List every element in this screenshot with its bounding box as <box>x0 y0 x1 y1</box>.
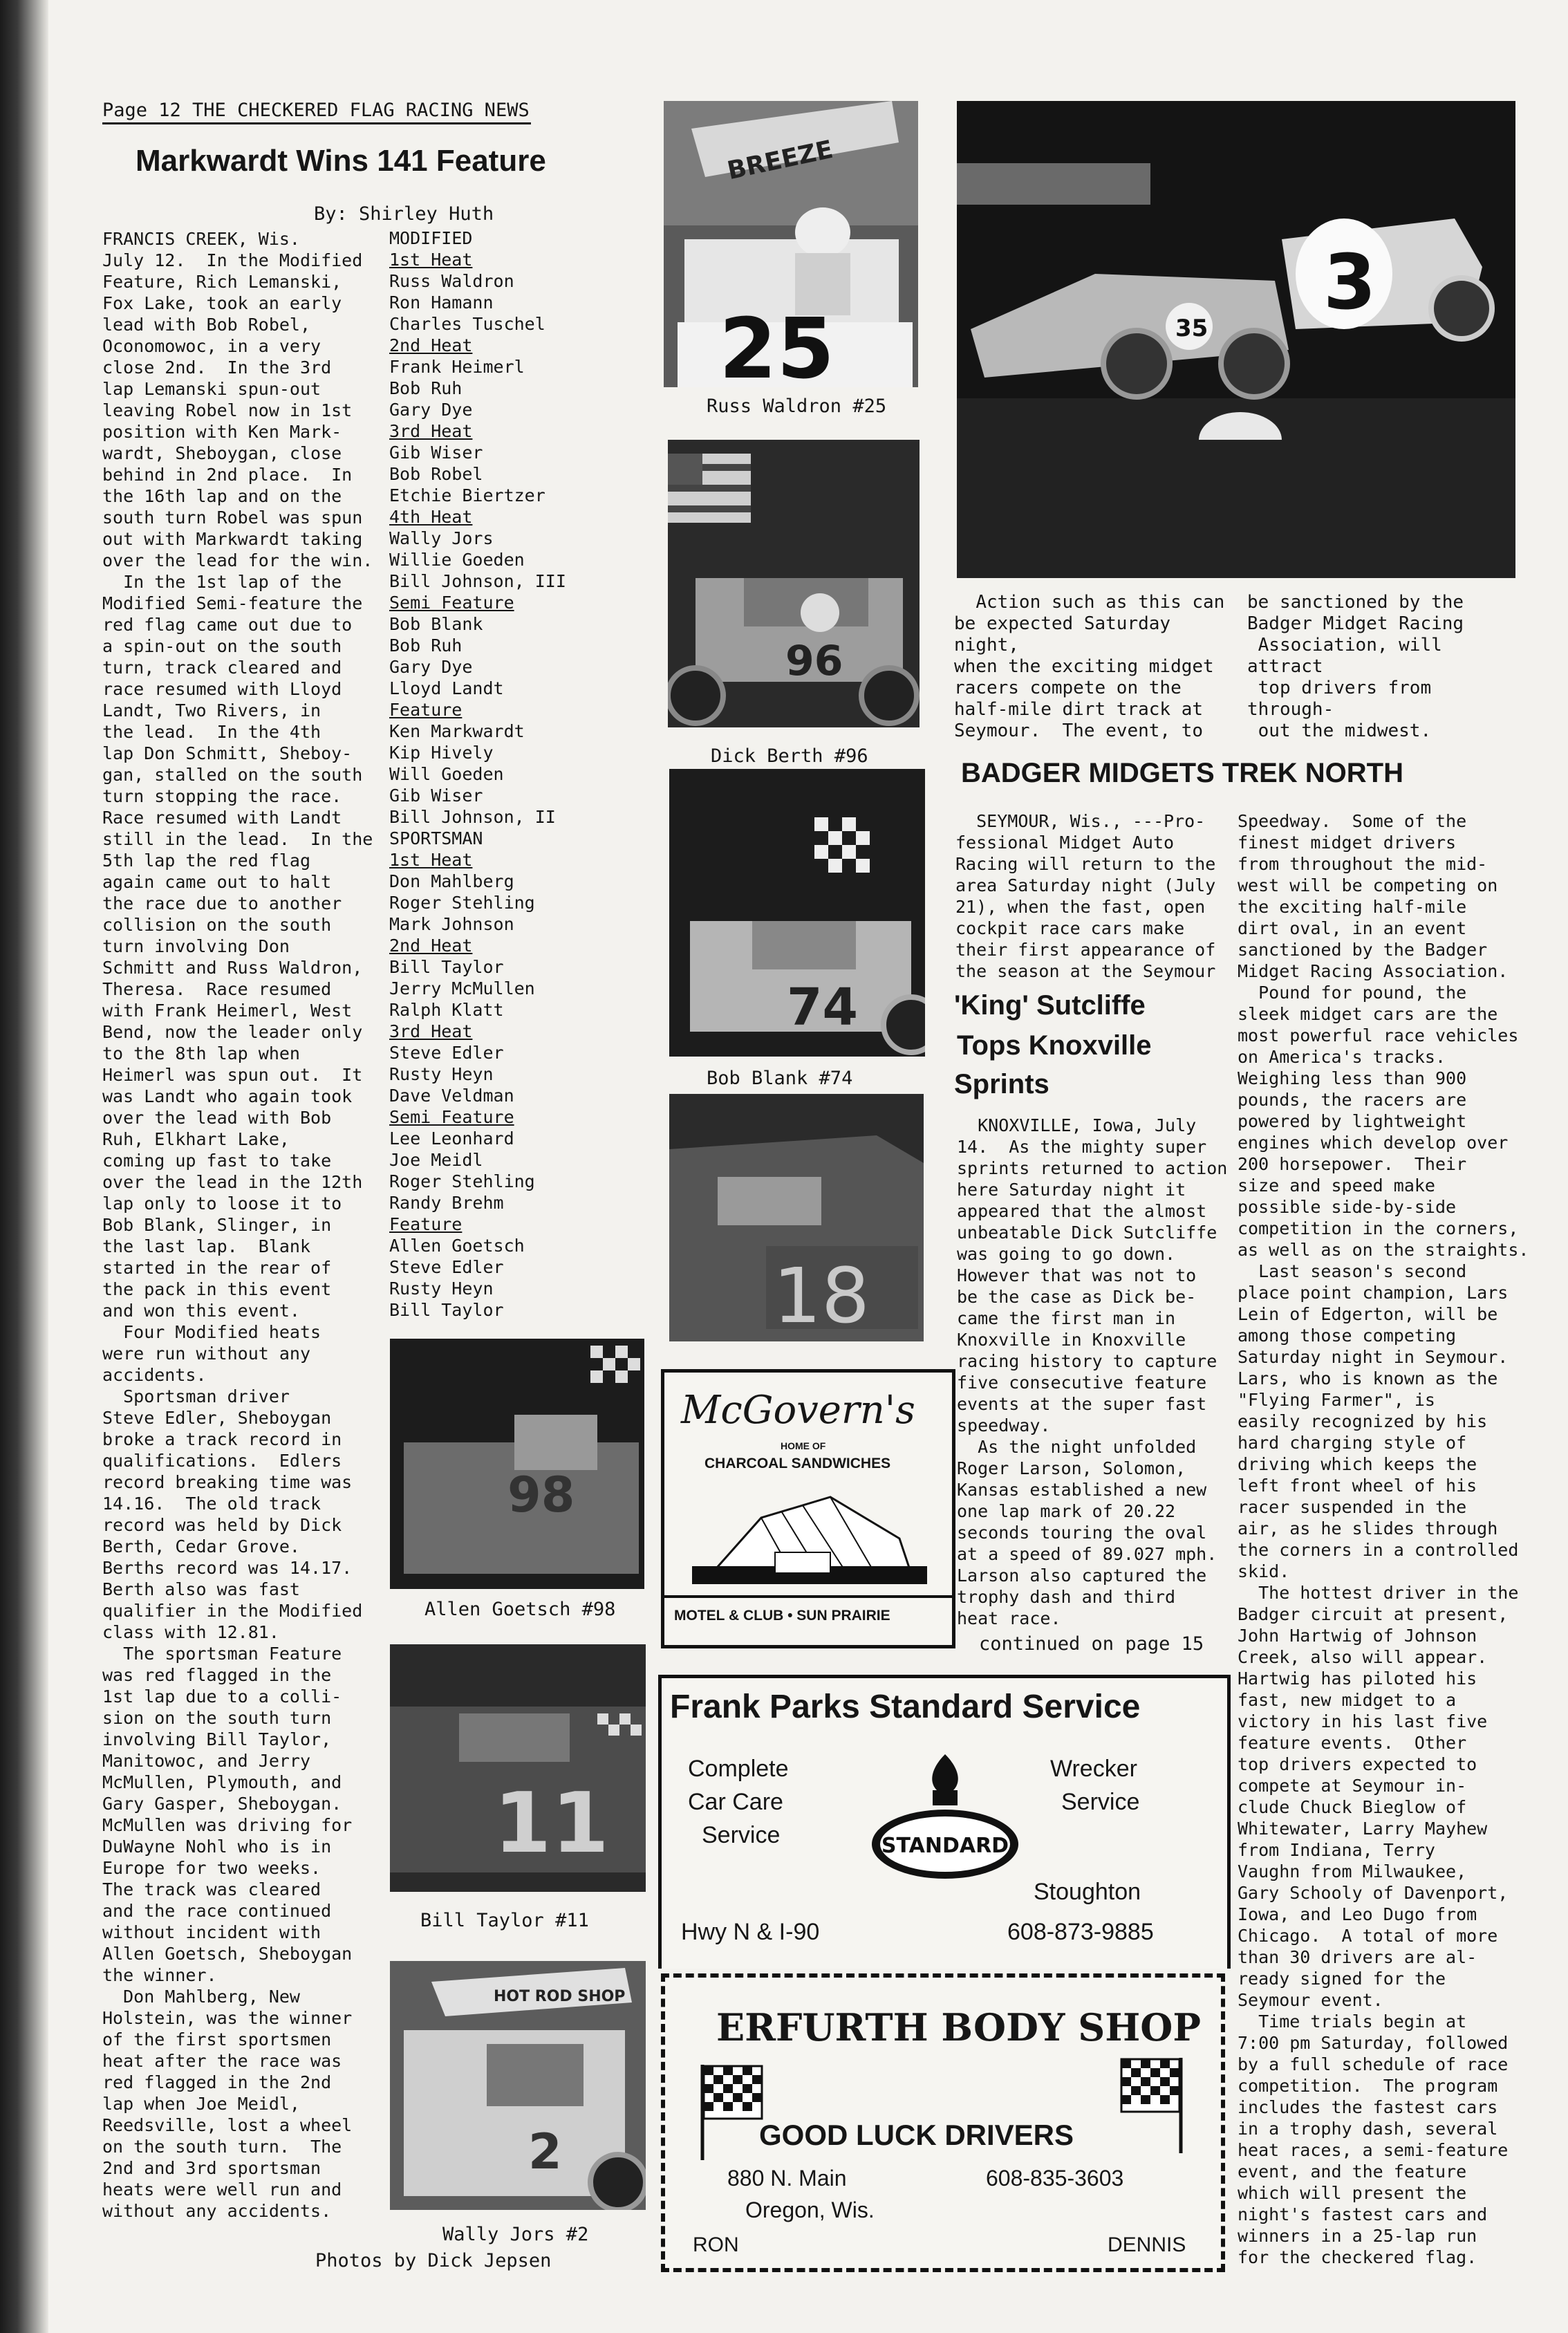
ad-erfurth-title: ERFURTH BODY SHOP <box>716 2005 1201 2049</box>
caption-bob-blank: Bob Blank #74 <box>707 1068 853 1089</box>
photo-russ-waldron <box>664 101 918 387</box>
ad-parks-title: Frank Parks Standard Service <box>670 1689 1141 1725</box>
result-line: SPORTSMAN <box>389 828 483 848</box>
result-line: MODIFIED <box>389 228 473 248</box>
photo-wally-sign: HOT ROD SHOP <box>494 1988 626 2005</box>
ad-erfurth-name1: RON <box>693 2233 739 2256</box>
result-line: Bob Robel <box>389 464 483 484</box>
result-line: Rusty Heyn <box>389 1064 494 1084</box>
result-line: Joe Meidl <box>389 1150 483 1170</box>
photo-russ-sign: BREEZE <box>725 135 836 186</box>
standard-logo-text: STANDARD <box>881 1834 1009 1858</box>
ad-erfurth-addr1: 880 N. Main <box>727 2166 847 2191</box>
result-line: Bill Taylor <box>389 957 504 977</box>
result-line: Roger Stehling <box>389 893 535 913</box>
photo-dick-number: 96 <box>785 637 843 685</box>
ad-erfurth-slogan: GOOD LUCK DRIVERS <box>759 2119 1074 2151</box>
result-line: Steve Edler <box>389 1043 504 1063</box>
article-body-badger-col2: Speedway. Some of the finest midget drivers from throughout the mid- west will be competing on the exciting half-mile dirt oval, in an event sanctioned by the Badger Midget Racing Association. Pound for pound, the sleek midget cars are the most powerful race vehicles on America's tracks. Weighing less than 900 pounds, the racers are powered by lightweight engines which develop over 200 horsepower. Their size and speed make possible side-by-side competition in the corners, as well as on the straights. Last season's second place point champion, Lars Lein of Edgerton, will be among those competing Saturday night in Seymour. Lars, who is known as the "Flying Farmer", is easily recognized by his hard charging style of driving which keeps the left front wheel of his racer suspended in the air, as he slides through the corners in a controlled skid. The hottest driver in the Badger circuit at present, John Hartwig of Johnson Creek, also will appear. Hartwig has piloted his fast, new midget to a victory in his last five feature events. Other top drivers expected to compete at Seymour in- clude Chuck Bieglow of Whitewater, Larry Mayhew from Indiana, Terry Vaughn from Milwaukee, Gary Schooly of Davenport, Iowa, and Leo Dugo from Chicago. A total of more than 30 drivers are al- ready signed for the Seymour event. Time trials begin at 7:00 pm Saturday, followed by a full schedule of race competition. The program includes the fastest cars in a trophy dash, several heat races, a semi-feature event, and the feature which will present the night's fastest cars and winners in a 25-lap run for the checkered flag. <box>1238 811 1529 2267</box>
result-line: Charles Tuschel <box>389 314 545 334</box>
article-title-sutcliffe-1: 'King' Sutcliffe <box>954 990 1146 1021</box>
checkered-flag-left-icon <box>693 2058 769 2162</box>
ad-parks-left3: Service <box>702 1822 781 1848</box>
photo-bob-number: 74 <box>787 978 858 1037</box>
result-line: Bob Ruh <box>389 378 463 398</box>
photo-car-18-number: 18 <box>773 1252 870 1340</box>
ad-mcgoverns-motel-drawing <box>692 1483 927 1587</box>
result-line: Ralph Klatt <box>389 1000 504 1020</box>
result-line: Semi Feature <box>389 1107 514 1127</box>
result-line: Wally Jors <box>389 528 494 548</box>
ad-mcgoverns-homeof: HOME OF <box>781 1440 826 1451</box>
result-line: Ken Markwardt <box>389 721 525 741</box>
photo-dick-berth <box>668 440 920 727</box>
ad-parks-phone: 608-873-9885 <box>1007 1919 1154 1945</box>
result-line: 3rd Heat <box>389 1021 473 1041</box>
result-line: Lloyd Landt <box>389 678 504 698</box>
article-title-markwardt: Markwardt Wins 141 Feature <box>136 144 546 178</box>
continued-note: continued on page 15 <box>979 1633 1204 1655</box>
result-line: Dave Veldman <box>389 1086 514 1106</box>
standard-logo-icon <box>869 1747 1021 1886</box>
caption-midget-action-right: be sanctioned by the Badger Midget Racing Association, will attract top drivers from through- out the midwest. <box>1247 592 1464 741</box>
ad-parks-left2: Car Care <box>688 1789 783 1815</box>
result-line: Bill Johnson, II <box>389 807 556 827</box>
ad-erfurth <box>661 1973 1225 2272</box>
article-title-badger-midgets: BADGER MIDGETS TREK NORTH <box>961 758 1403 788</box>
ad-parks-city: Stoughton <box>1034 1879 1141 1905</box>
result-line: Lee Leonhard <box>389 1128 514 1149</box>
article-body-markwardt: FRANCIS CREEK, Wis. July 12. In the Modified Feature, Rich Lemanski, Fox Lake, took an early lead with Bob Robel, Oconomowoc, in a very close 2nd. In the 3rd lap Lemanski spun-out leaving Robel now in 1st position with Ken Mark- wardt, Sheboygan, close behind in 2nd place. In the 16th lap and on the south turn Robel was spun out with Markwardt taking over the lead for the win. In the 1st lap of the Modified Semi-feature the red flag came out due to a spin-out on the south turn, track cleared and race resumed with Lloyd Landt, Two Rivers, in the lead. In the 4th lap Don Schmitt, Sheboy- gan, stalled on the south turn stopping the race. Race resumed with Landt still in the lead. In the 5th lap the red flag again came out to halt the race due to another collision on the south turn involving Don Schmitt and Russ Waldron, Theresa. Race resumed with Frank Heimerl, West Bend, now the leader only to the 8th lap when Heimerl was spun out. It was Landt who again took over the lead with Bob Ruh, Elkhart Lake, coming up fast to take over the lead in the 12th lap only to loose it to Bob Blank, Slinger, in the last lap. Blank started in the rear of the pack in this event and won this event. Four Modified heats were run without any accidents. Sportsman driver Steve Edler, Sheboygan broke a track record in qualifications. Edlers record breaking time was 14.16. The old track record was held by Dick Berth, Cedar Grove. Berths record was 14.17. Berth also was fast qualifier in the Modified class with 12.81. The sportsman Feature was red flagged in the 1st lap due to a colli- sion on the south turn involving Bill Taylor, Manitowoc, and Jerry McMullen, Plymouth, and Gary Gasper, Sheboygan. McMullen was driving for DuWayne Nohl who is in Europe for two weeks. The track was cleared and the race continued without incident with Allen Goetsch, Sheboygan the winner. Don Mahlberg, New Holstein, was the winner of the first sportsmen heat after the race was red flagged in the 2nd lap when Joe Meidl, Reedsville, lost a wheel on the south turn. The 2nd and 3rd sportsman heats were well run and without any accidents. <box>102 229 373 2221</box>
photo-bill-number: 11 <box>494 1776 609 1872</box>
result-line: Gary Dye <box>389 400 473 420</box>
caption-bill-taylor: Bill Taylor #11 <box>420 1910 589 1931</box>
ad-mcgoverns-divider <box>664 1595 952 1598</box>
result-line: Willie Goeden <box>389 550 525 570</box>
result-line: Etchie Biertzer <box>389 485 545 505</box>
result-line: 2nd Heat <box>389 335 473 355</box>
result-line: Randy Brehm <box>389 1193 504 1213</box>
page-header: Page 12 THE CHECKERED FLAG RACING NEWS <box>102 100 531 124</box>
ad-parks-right2: Service <box>1061 1789 1140 1815</box>
ad-frank-parks <box>658 1675 1231 1969</box>
ad-mcgoverns-line: CHARCOAL SANDWICHES <box>704 1456 891 1471</box>
ad-parks-right1: Wrecker <box>1050 1756 1137 1782</box>
photo-allen-number: 98 <box>507 1467 575 1523</box>
checkered-flag-right-icon <box>1114 2051 1191 2155</box>
photo-midget-number-3: 3 <box>1323 238 1376 326</box>
caption-dick-berth: Dick Berth #96 <box>711 745 868 767</box>
photo-allen-goetsch <box>390 1339 644 1589</box>
ad-parks-left1: Complete <box>688 1756 789 1782</box>
result-line: Ron Hamann <box>389 292 494 313</box>
result-line: Allen Goetsch <box>389 1236 525 1256</box>
ad-parks-hwy: Hwy N & I-90 <box>681 1919 820 1945</box>
caption-midget-action-left: Action such as this can be expected Saturday night, when the exciting midget racers compete on the half-mile dirt track at Seymour. The event, to <box>954 592 1225 741</box>
photo-midget-action <box>957 101 1515 578</box>
result-line: Feature <box>389 1214 463 1234</box>
article-title-sutcliffe-2: Tops Knoxville <box>957 1030 1152 1061</box>
result-line: Bill Taylor <box>389 1300 504 1320</box>
ad-mcgoverns <box>661 1369 955 1648</box>
photo-bob-blank <box>669 769 925 1057</box>
ad-erfurth-phone: 608-835-3603 <box>986 2166 1124 2191</box>
photo-credit: Photos by Dick Jepsen <box>315 2250 552 2271</box>
result-line: 3rd Heat <box>389 421 473 441</box>
result-line: Frank Heimerl <box>389 357 525 377</box>
ad-erfurth-addr2: Oregon, Wis. <box>745 2197 875 2222</box>
result-line: Jerry McMullen <box>389 978 535 998</box>
result-line: Gib Wiser <box>389 443 483 463</box>
result-line: Gib Wiser <box>389 786 483 806</box>
result-line: Kip Hively <box>389 743 494 763</box>
result-line: Bob Ruh <box>389 635 463 656</box>
page-edge-shadow <box>0 0 48 2333</box>
caption-allen-goetsch: Allen Goetsch #98 <box>424 1599 616 1620</box>
result-line: Will Goeden <box>389 764 504 784</box>
ad-erfurth-name2: DENNIS <box>1108 2233 1186 2256</box>
photo-russ-number: 25 <box>719 301 834 387</box>
photo-car-18 <box>669 1094 924 1341</box>
ad-mcgoverns-name: McGovern's <box>681 1388 915 1433</box>
result-line: Semi Feature <box>389 593 514 613</box>
result-line: Steve Edler <box>389 1257 504 1277</box>
result-line: 1st Heat <box>389 250 473 270</box>
article-byline: By: Shirley Huth <box>314 203 494 225</box>
result-line: Bob Blank <box>389 614 483 634</box>
photo-wally-jors <box>390 1961 646 2210</box>
photo-midget-number-35: 35 <box>1175 315 1208 342</box>
article-body-badger-col1: SEYMOUR, Wis., ---Pro- fessional Midget Auto Racing will return to the area Saturday night (July 21), when the fast, open cockpit race cars make their first appearance of the season at the Seymour <box>955 811 1216 981</box>
article-title-sutcliffe-3: Sprints <box>954 1069 1049 1099</box>
result-line: Don Mahlberg <box>389 871 514 891</box>
ad-mcgoverns-footer: MOTEL & CLUB • SUN PRAIRIE <box>674 1608 890 1624</box>
result-line: Rusty Heyn <box>389 1279 494 1299</box>
result-line: Gary Dye <box>389 657 473 677</box>
result-line: 1st Heat <box>389 850 473 870</box>
race-results-list <box>389 227 610 1321</box>
result-line: Roger Stehling <box>389 1171 535 1191</box>
photo-wally-number: 2 <box>528 2123 562 2180</box>
caption-russ-waldron: Russ Waldron #25 <box>707 396 887 417</box>
result-line: Russ Waldron <box>389 271 514 291</box>
caption-wally-jors: Wally Jors #2 <box>442 2224 589 2245</box>
result-line: Feature <box>389 700 463 720</box>
result-line: 4th Heat <box>389 507 473 527</box>
result-line: Bill Johnson, III <box>389 571 566 591</box>
result-line: 2nd Heat <box>389 936 473 956</box>
photo-bill-taylor <box>390 1644 646 1892</box>
result-line: Mark Johnson <box>389 914 514 934</box>
article-body-sutcliffe: KNOXVILLE, Iowa, July 14. As the mighty super sprints returned to action here Saturday night it appeared that the almost unbeatable Dick Sutcliffe was going to go down. However that was not to be the case as Dick be- came the first man in Knoxville in Knoxville racing history to capture five consecutive feature events at the super fast speedway. As the night unfolded Roger Larson, Solomon, Kansas established a new one lap mark of 20.22 seconds touring the oval at a speed of 89.027 mph. Larson also captured the trophy dash and third heat race. <box>957 1115 1228 1628</box>
